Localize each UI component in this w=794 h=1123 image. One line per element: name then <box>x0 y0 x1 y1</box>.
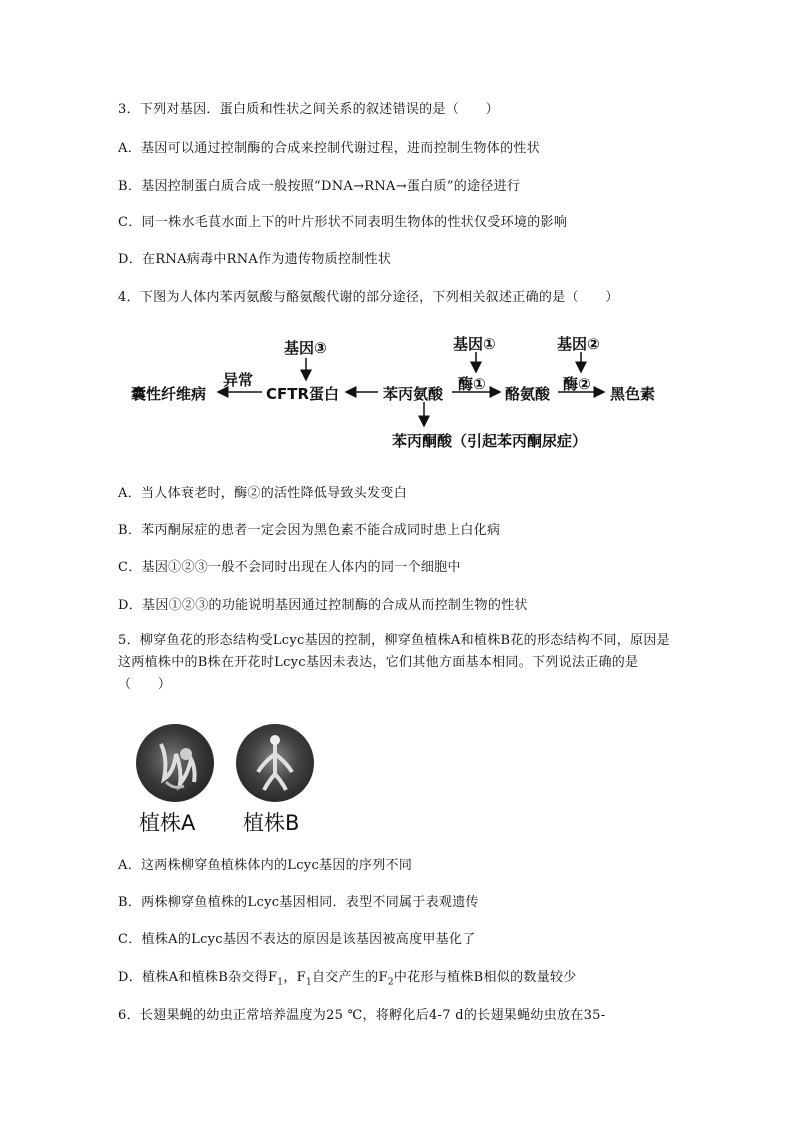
flower-a-icon <box>136 724 214 802</box>
q5-d-text-2: ，F <box>283 970 306 985</box>
q3-option-c: C．同一株水毛茛水面上下的叶片形状不同表明生物体的性状仅受环境的影响 <box>118 215 568 230</box>
q5-option-a: A．这两株柳穿鱼植株体内的Lcyc基因的序列不同 <box>118 858 413 873</box>
q6-stem: 6．长翅果蝇的幼虫正常培养温度为25 ℃，将孵化后4-7 d的长翅果蝇幼虫放在35- <box>118 1008 606 1023</box>
q5-option-b: B．两株柳穿鱼植株的Lcyc基因相同．表型不同属于表观遗传 <box>118 895 479 910</box>
q4-option-d: D．基因①②③的功能说明基因通过控制酶的合成从而控制生物的性状 <box>118 598 528 613</box>
abnormal-label: 异常 <box>223 371 254 389</box>
gene3-label: 基因③ <box>284 339 327 357</box>
melanin-label: 黑色素 <box>610 385 656 403</box>
gene1-label: 基因① <box>453 335 496 353</box>
gene2-label: 基因② <box>557 335 600 353</box>
q5-stem: 5．柳穿鱼花的形态结构受Lcyc基因的控制，柳穿鱼植株A和植株B花的形态结构不同，原因是这两植株中的B株在开花时Lcyc基因未表达，它们其他方面基本相同。下列说法正确的是（ ） <box>118 633 670 692</box>
phenylalanine-label: 苯丙氨酸 <box>383 385 444 403</box>
q4-option-a: A．当人体衰老时，酶②的活性降低导致头发变白 <box>118 486 407 501</box>
flower-b-icon <box>236 724 314 802</box>
subscript-1: 1 <box>277 977 284 988</box>
enzyme2-label: 酶② <box>563 375 591 393</box>
q5-option-d <box>118 966 577 988</box>
plant-a-label: 植株A <box>139 811 196 835</box>
q4-option-b: B．苯丙酮尿症的患者一定会因为黑色素不能合成同时患上白化病 <box>118 523 501 538</box>
q4-stem: 4．下图为人体内苯丙氨酸与酪氨酸代谢的部分途径，下列相关叙述正确的是（ ） <box>118 290 619 305</box>
metabolism-diagram <box>0 0 794 470</box>
q3-stem: 3．下列对基因．蛋白质和性状之间关系的叙述错误的是（ ） <box>118 102 499 117</box>
q5-option-c: C．植株A的Lcyc基因不表达的原因是该基因被高度甲基化了 <box>118 932 476 947</box>
q5-d-text-1: D．植株A和植株B杂交得F <box>118 970 278 985</box>
subscript-2: 2 <box>387 977 394 988</box>
q5-d-text-4: 中花形与植株B相似的数量较少 <box>393 970 577 985</box>
q3-option-a: A．基因可以通过控制酶的合成来控制代谢过程，进而控制生物体的性状 <box>118 141 540 156</box>
q3-option-b: B．基因控制蛋白质合成一般按照“DNA→RNA→蛋白质”的途径进行 <box>118 179 521 194</box>
phenylpyruvate-label: 苯丙酮酸（引起苯丙酮尿症） <box>392 432 588 450</box>
q5-d-text-3: 自交产生的F <box>311 970 388 985</box>
q4-option-c: C．基因①②③一般不会同时出现在人体内的同一个细胞中 <box>118 560 461 575</box>
flower-photo-b <box>236 724 314 802</box>
tyrosine-label: 酪氨酸 <box>505 385 551 403</box>
plant-b-label: 植株B <box>243 811 300 835</box>
enzyme1-label: 酶① <box>458 375 486 393</box>
cystic-fibrosis-label: 囊性纤维病 <box>131 385 207 403</box>
q3-option-d: D．在RNA病毒中RNA作为遗传物质控制性状 <box>118 252 392 267</box>
cftr-protein-label: CFTR蛋白 <box>266 385 340 403</box>
flower-photo-a <box>136 724 214 802</box>
subscript-1b: 1 <box>305 977 312 988</box>
